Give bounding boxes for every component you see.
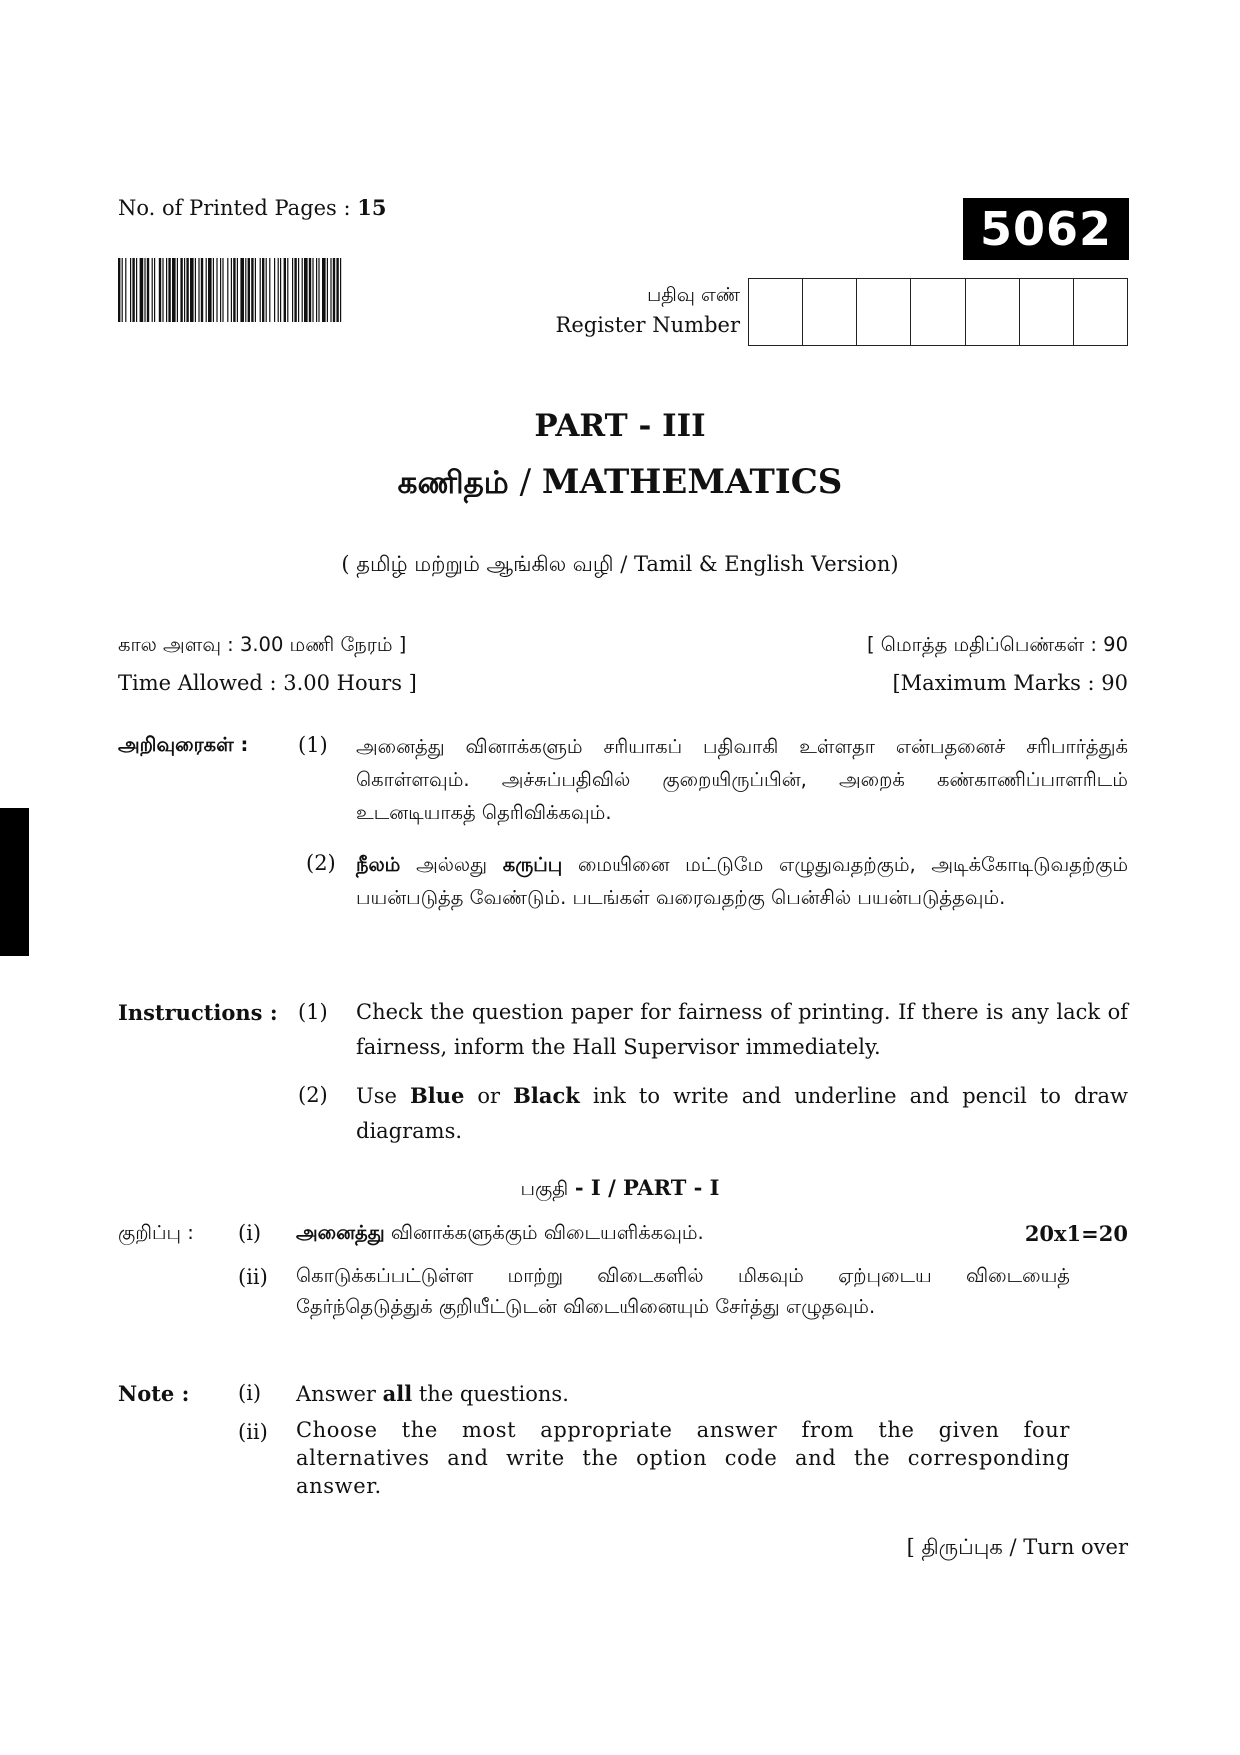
barcode-bar [220,258,221,322]
barcode-bar [284,258,286,322]
barcode-bar [190,258,194,322]
barcode-bar [147,258,149,322]
register-digit-box[interactable] [1020,279,1074,345]
barcode-bar [227,258,228,322]
instructions-en-num-2: (2) [298,1083,328,1107]
barcode-bar [233,258,235,322]
barcode-bar [132,258,134,322]
ink-or-en: or [477,1084,501,1108]
note-ta-bold-all: அனைத்து [296,1221,385,1244]
barcode-bar [180,258,182,322]
barcode-bar [122,258,123,322]
barcode-bar [312,258,313,322]
barcode-bar [322,258,326,322]
printed-pages [118,195,387,220]
part1-heading-ta: பகுதி [520,1177,569,1200]
subject-title [0,462,1240,505]
barcode-bar [166,258,167,322]
paper-code: 5062 [963,198,1129,260]
register-digit-box[interactable] [749,279,803,345]
barcode-bar [260,258,261,322]
barcode-bar [118,258,120,322]
instructions-en-num-1: (1) [298,1000,328,1024]
instructions-ta-label: அறிவுரைகள் : [118,733,249,756]
part1-heading [0,1175,1240,1203]
barcode-bar [140,258,144,322]
barcode-bar [144,258,145,322]
turn-over [700,1535,1128,1562]
barcode-bar [304,258,308,322]
answer-word: Answer [296,1382,376,1406]
barcode-bar [340,258,341,322]
barcode-bar [278,258,279,322]
part-title: PART - III [534,408,706,444]
barcode-bar [280,258,281,322]
ink-rest-en: ink to write and underline and pencil to draw diagrams. [356,1084,1128,1143]
barcode-bar [292,258,293,322]
barcode-bar [327,258,328,322]
note-en-text-1 [296,1381,569,1406]
printed-pages-value: 15 [357,195,387,220]
barcode-bar [154,258,155,322]
ink-blue-en: Blue [409,1083,465,1108]
note-en-num-2: (ii) [238,1420,268,1444]
barcode-bar [213,258,214,322]
note-en-num-1: (i) [238,1381,262,1405]
register-digit-box[interactable] [857,279,911,345]
note-ta-rest: வினாக்களுக்கும் விடையளிக்கவும். [390,1221,704,1244]
barcode-bar [240,258,244,322]
register-number-grid[interactable] [748,278,1128,346]
barcode-bar [302,258,303,322]
barcode-bar [198,258,199,322]
register-digit-box[interactable] [911,279,965,345]
subject-en: MATHEMATICS [541,462,843,502]
register-digit-box[interactable] [966,279,1020,345]
barcode-bar [269,258,270,322]
barcode-bar [152,258,153,322]
barcode-bar [159,258,161,322]
barcode-bar [287,258,288,322]
max-marks-ta: [ மொத்த மதிப்பெண்கள் : 90 [867,633,1128,656]
ink-rest-ta: மையினை மட்டுமே எழுதுவதற்கும், அடிக்கோடிடுவதற்கும் பயன்படுத்த வேண்டும். படங்கள் வரைவதற்கு பென்சில் பயன்படுத்தவும். [356,853,1129,909]
note-ta-label: குறிப்பு : [118,1221,194,1244]
printed-pages-label: No. of Printed Pages : [118,196,351,220]
instructions-en-text-2 [356,1078,1128,1149]
barcode-bar [162,258,163,322]
barcode-bar [222,258,223,322]
version-line: ( தமிழ் மற்றும் ஆங்கில வழி / Tamil & English Version) [341,552,899,576]
ink-or-ta: அல்லது [416,853,488,876]
subject-ta: கணிதம் [397,465,509,501]
register-digit-box[interactable] [1074,279,1127,345]
instructions-ta-num-2: (2) [306,851,336,875]
subject-sep: / [519,462,532,502]
barcode-bar [184,258,185,322]
register-label-ta: பதிவு எண் [647,284,740,306]
use-word: Use [356,1084,397,1108]
barcode-bar [251,258,253,322]
note-ta-num-1: (i) [238,1221,262,1245]
barcode-bar [237,258,238,322]
barcode-bar [172,258,176,322]
register-digit-box[interactable] [803,279,857,345]
barcode-bar [262,258,264,322]
barcode-bar [318,258,319,322]
barcode-bar [316,258,317,322]
register-label-en: Register Number [555,313,740,337]
instructions-ta-text-1: அனைத்து வினாக்களும் சரியாகப் பதிவாகி உள்ளதா என்பதனைச் சரிபார்த்துக் கொள்ளவும். அச்சுப்பதிவில் குறையிருப்பின், அறைக் கண்காணிப்பாளரிடம் உடனடியாகத் தெரிவிக்கவும். [356,735,1128,824]
turn-over-text: [ திருப்புக / Turn over [906,1535,1128,1559]
barcode-bar [298,258,299,322]
barcode-bar [266,258,267,322]
note-en-rest: the questions. [418,1382,569,1406]
barcode-bar [130,258,131,322]
barcode-bar [294,258,296,322]
note-ta-num-2: (ii) [238,1265,268,1289]
instructions-ta-num-1: (1) [298,733,328,757]
time-allowed-en: Time Allowed : 3.00 Hours ] [118,671,417,695]
instructions-en-text-1: Check the question paper for fairness of printing. If there is any lack of fairness, inform the Hall Supervisor immediately. [356,1000,1128,1059]
note-ta-text-1 [296,1221,704,1247]
barcode-bar [330,258,331,322]
barcode-bar [136,258,137,322]
note-en-text-2: Choose the most appropriate answer from the given four alternatives and write the option code and the corresponding answer. [296,1418,1070,1498]
barcode-bar [216,258,217,322]
time-allowed-ta: கால அளவு : 3.00 மணி நேரம் ] [118,633,407,656]
barcode-bar [245,258,246,322]
barcode-bar [274,258,275,322]
ink-black-en: Black [513,1083,580,1108]
note-en-label: Note : [118,1381,190,1406]
note-en-bold-all: all [382,1381,413,1406]
barcode-bar [208,258,212,322]
barcode-bar [195,258,196,322]
part1-marks: 20x1=20 [1024,1221,1128,1246]
ink-black-ta: கருப்பு [502,853,563,876]
ink-blue-ta: நீலம் [356,853,401,876]
barcode-bar [248,258,250,322]
part1-heading-rest: - I / PART - I [574,1175,720,1200]
barcode-bar [336,258,338,322]
barcode-bar [255,258,256,322]
barcode-bar [333,258,335,322]
instructions-en-label: Instructions : [118,1000,278,1025]
barcode-bar [309,258,311,322]
barcode-bar [206,258,207,322]
barcode-bar [125,258,126,322]
barcode-bar [168,258,170,322]
barcode-bar [177,258,178,322]
barcode-bar [231,258,232,322]
barcode-bar [201,258,203,322]
instructions-ta-text-2 [356,848,1128,914]
barcode-bar [186,258,188,322]
note-ta-text-2: கொடுக்கப்பட்டுள்ள மாற்று விடைகளில் மிகவும் ஏற்புடைய விடையைத் தேர்ந்தெடுத்துக் குறியீட்டுடன் விடையினையும் சேர்த்து எழுதவும். [296,1264,1070,1318]
barcode [118,258,496,322]
side-marker-bar [0,808,29,956]
max-marks-en: [Maximum Marks : 90 [892,671,1128,695]
